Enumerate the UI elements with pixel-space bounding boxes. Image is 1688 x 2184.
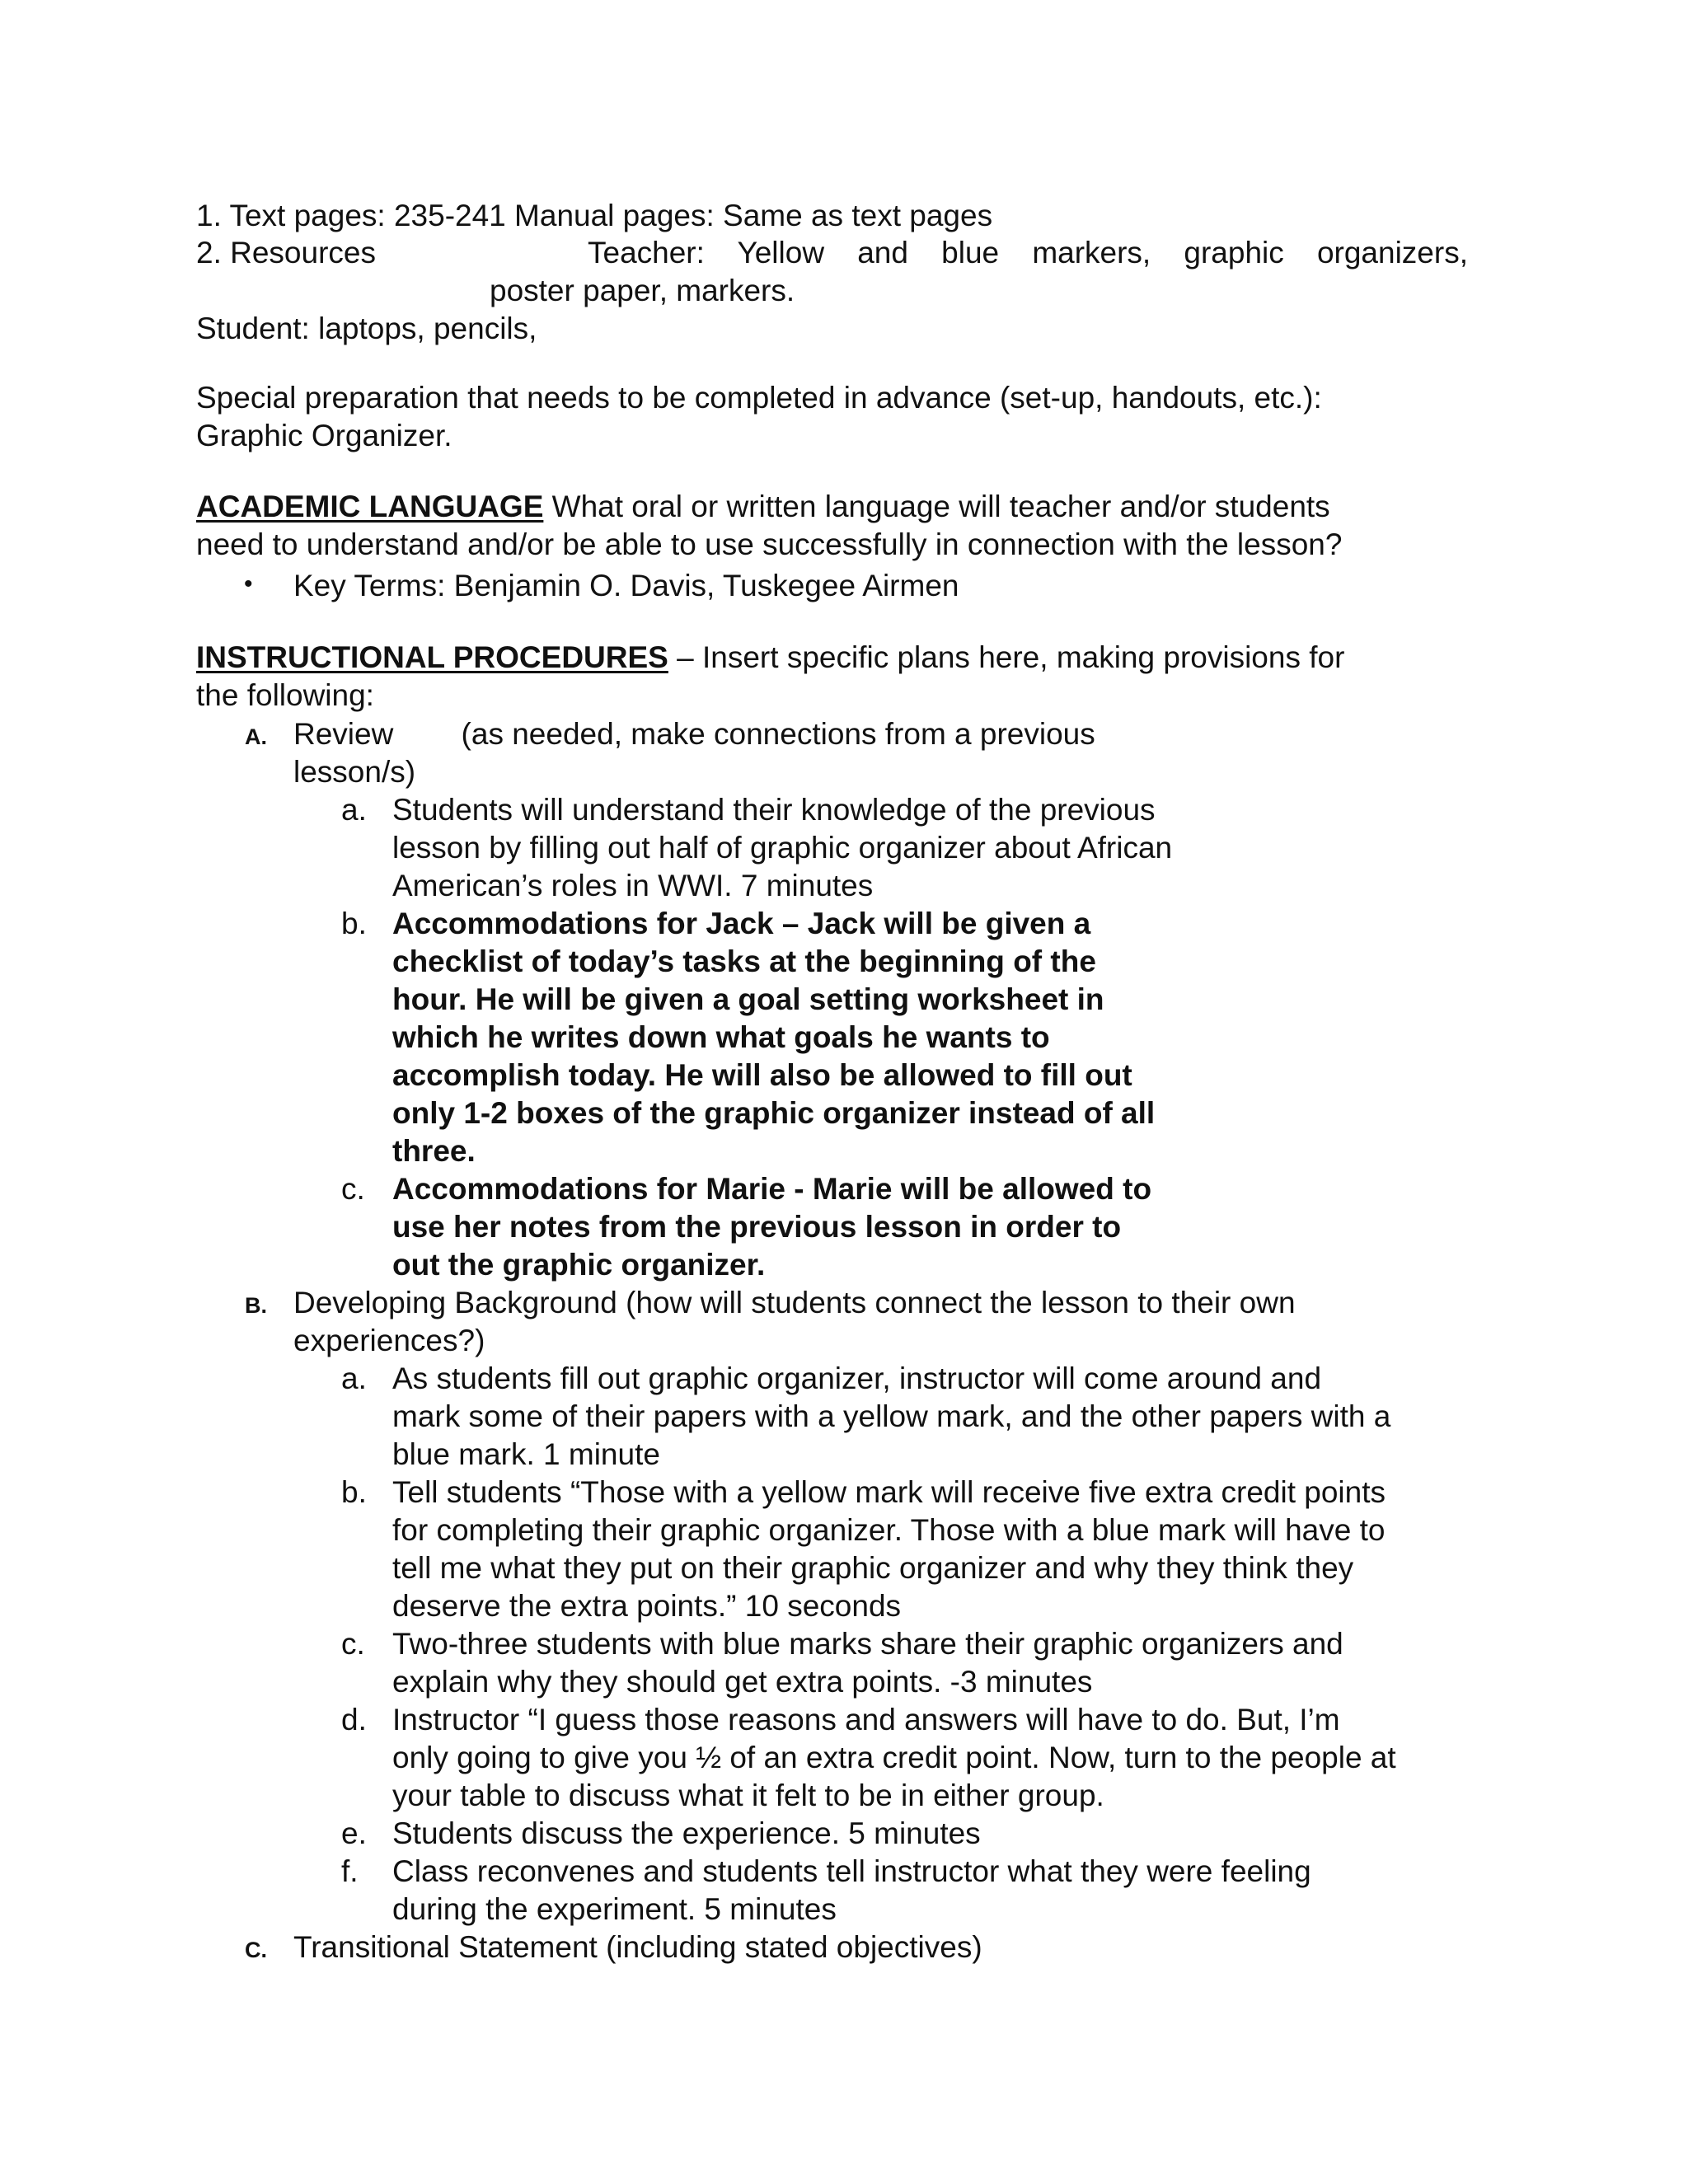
special-prep-line2: Graphic Organizer. <box>196 419 452 452</box>
section-a-item-c-line: Accommodations for Marie - Marie will be allowed to <box>392 1172 1152 1206</box>
section-b-item-c-line: Two-three students with blue marks share their graphic organizers and <box>392 1627 1343 1661</box>
academic-language-line1 <box>196 488 1330 526</box>
section-c-marker: C. <box>245 1938 267 1962</box>
instructional-line1 <box>196 639 1344 677</box>
section-b-item-e-line: Students discuss the experience. 5 minutes <box>392 1816 981 1850</box>
academic-language-text1: What oral or written language will teacher and/or students <box>543 490 1330 523</box>
text-pages-line: 1. Text pages: 235-241 Manual pages: Same as text pages <box>196 199 993 232</box>
section-b-item-b-line: for completing their graphic organizer. Those with a blue mark will have to <box>392 1513 1386 1547</box>
section-b-item-f-marker: f. <box>341 1854 359 1888</box>
section-b-item-a-line: As students fill out graphic organizer, instructor will come around and <box>392 1361 1322 1395</box>
section-b-item-d-line: only going to give you ½ of an extra credit point. Now, turn to the people at <box>392 1741 1396 1774</box>
academic-language-line2: need to understand and/or be able to use successfully in connection with the lesson? <box>196 527 1343 561</box>
instructional-text1: – Insert specific plans here, making provisions for <box>668 640 1345 674</box>
section-a-item-c-marker: c. <box>341 1172 365 1206</box>
section-b-item-b-line: Tell students “Those with a yellow mark will receive five extra credit points <box>392 1475 1386 1509</box>
section-b-title: Developing Background (how will students connect the lesson to their own <box>293 1286 1296 1319</box>
special-prep-line1: Special preparation that needs to be completed in advance (set-up, handouts, etc.): <box>196 381 1322 415</box>
section-b-item-b-marker: b. <box>341 1475 367 1509</box>
section-a-item-a-line: American’s roles in WWI. 7 minutes <box>392 869 874 902</box>
section-b-item-f-line: during the experiment. 5 minutes <box>392 1892 837 1926</box>
section-a-item-b-line: three. <box>392 1134 476 1168</box>
instructional-heading: INSTRUCTIONAL PROCEDURES <box>196 640 668 674</box>
resources-teacher-cont: poster paper, markers. <box>490 274 795 307</box>
section-b-item-f-line: Class reconvenes and students tell instructor what they were feeling <box>392 1854 1311 1888</box>
section-a-item-b-line: checklist of today’s tasks at the beginning of the <box>392 944 1096 978</box>
section-b-item-b-line: tell me what they put on their graphic organizer and why they think they <box>392 1551 1354 1585</box>
section-a-item-b-line: accomplish today. He will also be allowed to fill out <box>392 1058 1132 1092</box>
section-b-item-a-marker: a. <box>341 1361 367 1395</box>
section-a-item-b-line: which he writes down what goals he wants to <box>392 1020 1050 1054</box>
section-b-item-e-marker: e. <box>341 1816 367 1850</box>
instructional-line2: the following: <box>196 678 374 712</box>
section-a-item-c-line: use her notes from the previous lesson in order to <box>392 1210 1122 1244</box>
bullet-icon: • <box>244 570 253 598</box>
section-a-item-c-line: out the graphic organizer. <box>392 1248 766 1282</box>
academic-language-heading: ACADEMIC LANGUAGE <box>196 490 544 523</box>
section-b-item-d-line: your table to discuss what it felt to be in either group. <box>392 1779 1104 1812</box>
section-b-item-a-line: mark some of their papers with a yellow mark, and the other papers with a <box>392 1399 1391 1433</box>
section-a-item-a-line: lesson by filling out half of graphic organizer about African <box>392 831 1173 865</box>
student-resources: Student: laptops, pencils, <box>196 312 537 345</box>
section-a-item-a-line: Students will understand their knowledge of the previous <box>392 793 1156 827</box>
section-b-item-d-line: Instructor “I guess those reasons and answers will have to do. But, I’m <box>392 1703 1340 1736</box>
resources-label: 2. Resources <box>196 236 376 269</box>
section-b-item-c-line: explain why they should get extra points. -3 minutes <box>392 1665 1093 1699</box>
section-a-item-b-line: only 1-2 boxes of the graphic organizer instead of all <box>392 1096 1156 1130</box>
section-b-item-a-line: blue mark. 1 minute <box>392 1437 660 1471</box>
section-b-item-d-marker: d. <box>341 1703 367 1736</box>
resources-teacher: Teacher: Yellow and blue markers, graphic organizers, <box>588 236 1468 269</box>
section-b-item-b-line: deserve the extra points.” 10 seconds <box>392 1589 902 1623</box>
section-a-title: Review (as needed, make connections from a previous <box>293 717 1095 751</box>
section-b-item-c-marker: c. <box>341 1627 365 1661</box>
section-a-item-b-line: hour. He will be given a goal setting worksheet in <box>392 982 1104 1016</box>
section-a-marker: A. <box>245 724 267 749</box>
section-a-item-a-marker: a. <box>341 793 367 827</box>
section-b-title-cont: experiences?) <box>293 1324 485 1357</box>
section-b-marker: B. <box>245 1293 267 1318</box>
key-terms: Key Terms: Benjamin O. Davis, Tuskegee Airmen <box>293 569 959 602</box>
section-a-item-b-line: Accommodations for Jack – Jack will be given a <box>392 907 1091 940</box>
section-a-item-b-marker: b. <box>341 907 367 940</box>
section-a-title-cont: lesson/s) <box>293 755 416 789</box>
section-c-title: Transitional Statement (including stated objectives) <box>293 1930 982 1964</box>
